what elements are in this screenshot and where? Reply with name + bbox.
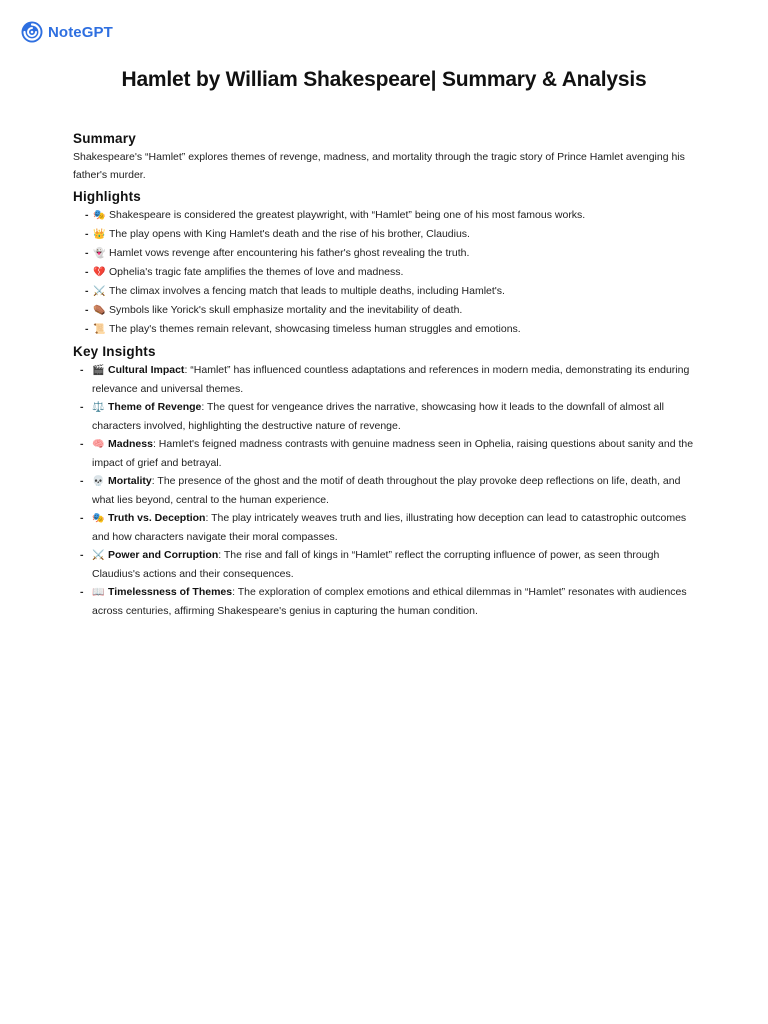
summary-text: Shakespeare's “Hamlet” explores themes of revenge, madness, and mortality through the tragic story of Prince Hamlet avenging his father's murder. xyxy=(73,151,685,181)
highlight-item xyxy=(73,301,698,320)
bullet: - xyxy=(85,323,89,335)
highlight-text: The climax involves a fencing match that leads to multiple deaths, including Hamlet's. xyxy=(109,285,505,297)
summary-section xyxy=(73,131,698,184)
insight-item xyxy=(80,361,698,398)
highlight-item xyxy=(73,282,698,301)
highlight-text: The play's themes remain relevant, showcasing timeless human struggles and emotions. xyxy=(109,323,521,335)
bullet: - xyxy=(80,549,84,561)
highlight-text: Symbols like Yorick's skull emphasize mortality and the inevitability of death. xyxy=(109,304,463,316)
highlight-item xyxy=(73,263,698,282)
insight-term: Timelessness of Themes xyxy=(108,586,233,598)
brain-icon: 🧠 xyxy=(92,439,105,450)
document-content xyxy=(73,131,698,620)
bullet: - xyxy=(85,304,89,316)
bullet: - xyxy=(80,401,84,413)
crown-icon: 👑 xyxy=(93,229,106,240)
insight-text: : Hamlet's feigned madness contrasts with genuine madness seen in Ophelia, raising questions about sanity and the impact of grief and betrayal. xyxy=(92,438,694,469)
bullet: - xyxy=(80,364,84,376)
highlights-heading: Highlights xyxy=(73,189,141,204)
page-title: Hamlet by William Shakespeare| Summary & Analysis xyxy=(121,68,647,91)
open-book-icon: 📖 xyxy=(92,587,105,598)
insights-section xyxy=(73,344,698,620)
bullet: - xyxy=(85,209,89,221)
insight-text: : The quest for vengeance drives the narrative, showcasing how it leads to the downfall of almost all characters involved, highlighting the destructive nature of revenge. xyxy=(92,401,665,432)
bullet: - xyxy=(85,228,89,240)
insight-item xyxy=(80,472,698,509)
insight-item xyxy=(80,583,698,620)
crossed-swords-icon: ⚔️ xyxy=(93,286,106,297)
highlight-text: Hamlet vows revenge after encountering his father's ghost revealing the truth. xyxy=(109,247,470,259)
crossed-swords-icon: ⚔️ xyxy=(92,550,105,561)
insight-text: : The play intricately weaves truth and lies, illustrating how deception can lead to catastrophic outcomes and how characters navigate their moral compasses. xyxy=(92,512,687,543)
insights-heading: Key Insights xyxy=(73,344,156,359)
insight-item xyxy=(80,509,698,546)
bullet: - xyxy=(85,247,89,259)
coffin-icon: ⚰️ xyxy=(93,305,106,316)
highlight-item xyxy=(73,320,698,339)
highlight-item xyxy=(73,206,698,225)
insight-text: : The exploration of complex emotions and ethical dilemmas in “Hamlet” resonates with audiences across centuries, affirming Shakespeare's genius in capturing the human condition. xyxy=(92,586,687,617)
bullet: - xyxy=(80,475,84,487)
highlight-text: Ophelia's tragic fate amplifies the themes of love and madness. xyxy=(109,266,404,278)
broken-heart-icon: 💔 xyxy=(93,267,106,278)
brand-name: NoteGPT xyxy=(48,23,113,41)
brand-logo xyxy=(20,20,113,44)
bullet: - xyxy=(85,266,89,278)
insight-term: Madness xyxy=(108,438,153,450)
theater-masks-icon: 🎭 xyxy=(93,210,106,221)
highlight-text: Shakespeare is considered the greatest playwright, with “Hamlet” being one of his most famous works. xyxy=(109,209,586,221)
insight-item xyxy=(80,435,698,472)
insight-item xyxy=(80,546,698,583)
insights-list xyxy=(73,361,698,620)
notegpt-logo-icon xyxy=(20,20,44,44)
insight-text: : The presence of the ghost and the motif of death throughout the play provoke deep reflections on life, death, and what lies beyond, central to the human experience. xyxy=(92,475,681,506)
highlight-item xyxy=(73,225,698,244)
bullet: - xyxy=(80,586,84,598)
insight-term: Cultural Impact xyxy=(108,364,185,376)
summary-heading: Summary xyxy=(73,131,136,146)
balance-scale-icon: ⚖️ xyxy=(92,402,105,413)
bullet: - xyxy=(80,512,84,524)
insight-term: Power and Corruption xyxy=(108,549,219,561)
insight-term: Truth vs. Deception xyxy=(108,512,206,524)
highlights-list xyxy=(73,206,698,339)
highlights-section xyxy=(73,189,698,339)
skull-icon: 💀 xyxy=(92,476,105,487)
insight-text: : The rise and fall of kings in “Hamlet” reflect the corrupting influence of power, as seen through Claudius's actions and their consequences. xyxy=(92,549,660,580)
highlight-item xyxy=(73,244,698,263)
insight-term: Theme of Revenge xyxy=(108,401,202,413)
theater-masks-icon: 🎭 xyxy=(92,513,105,524)
scroll-icon: 📜 xyxy=(93,324,106,335)
insight-item xyxy=(80,398,698,435)
ghost-icon: 👻 xyxy=(93,248,106,259)
highlight-text: The play opens with King Hamlet's death and the rise of his brother, Claudius. xyxy=(109,228,470,240)
bullet: - xyxy=(85,285,89,297)
bullet: - xyxy=(80,438,84,450)
clapper-board-icon: 🎬 xyxy=(92,365,105,376)
insight-term: Mortality xyxy=(108,475,152,487)
insight-text: : “Hamlet” has influenced countless adaptations and references in modern media, demonstrating its enduring relevance and universal themes. xyxy=(92,364,690,395)
